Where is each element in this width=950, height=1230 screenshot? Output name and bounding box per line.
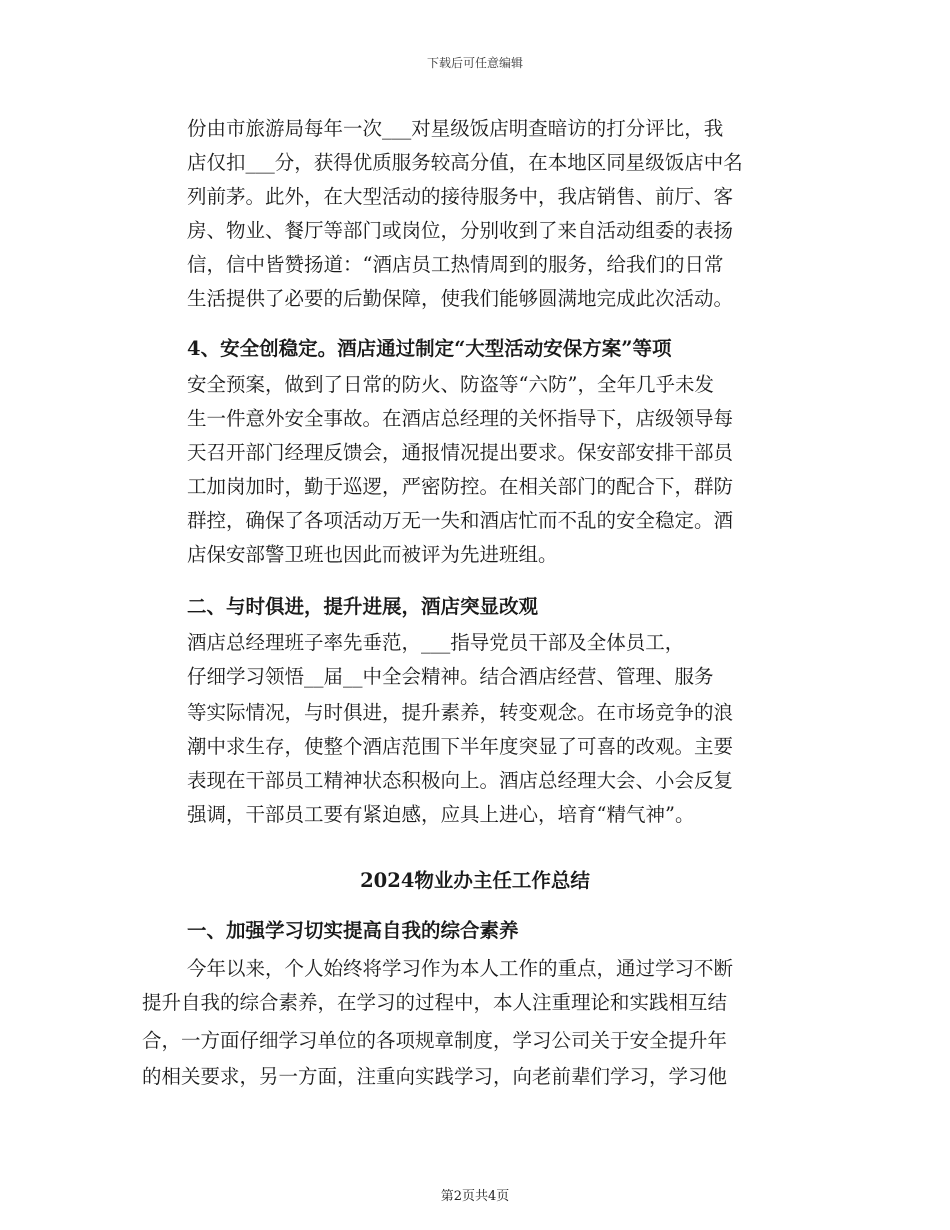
body-line: 等实际情况，与时俱进，提升素养，转变观念。在市场竞争的浪 [187, 701, 734, 724]
section-heading: 一、加强学习切实提高自我的综合素养 [187, 919, 519, 942]
body-line: 潮中求生存，使整个酒店范围下半年度突显了可喜的改观。主要 [187, 735, 734, 758]
section-heading: 4、安全创稳定。酒店通过制定“大型活动安保方案”等项 [187, 337, 672, 360]
body-line: 工加岗加时，勤于巡逻，严密防控。在相关部门的配合下，群防 [187, 475, 734, 498]
body-line: 生一件意外安全事故。在酒店总经理的关怀指导下，店级领导每 [187, 407, 734, 430]
body-line: 强调，干部员工要有紧迫感，应具上进心，培育“精气神”。 [187, 803, 695, 826]
body-line: 表现在干部员工精神状态积极向上。酒店总经理大会、小会反复 [187, 769, 734, 792]
body-line: 群控，确保了各项活动万无一失和酒店忙而不乱的安全稳定。酒 [187, 509, 734, 532]
body-line: 合，一方面仔细学习单位的各项规章制度，学习公司关于安全提升年 [142, 1029, 728, 1052]
body-line: 列前茅。此外，在大型活动的接待服务中，我店销售、前厅、客 [187, 185, 734, 208]
section-heading: 二、与时俱进，提升进展，酒店突显改观 [187, 595, 539, 618]
body-line: 房、物业、餐厅等部门或岗位，分别收到了来自活动组委的表扬 [187, 219, 734, 242]
body-line: 信，信中皆赞扬道：“酒店员工热情周到的服务，给我们的日常 [187, 253, 724, 276]
page-footer: 第2页共4页 [440, 1189, 510, 1204]
body-line: 今年以来，个人始终将学习作为本人工作的重点，通过学习不断 [187, 957, 734, 980]
page-header: 下载后可任意编辑 [426, 56, 523, 70]
body-line: 安全预案，做到了日常的防火、防盗等“六防”，全年几乎未发 [187, 373, 714, 396]
body-line: 份由市旅游局每年一次___对星级饭店明查暗访的打分评比，我 [187, 117, 724, 140]
body-line: 天召开部门经理反馈会，通报情况提出要求。保安部安排干部员 [187, 441, 734, 464]
body-line: 酒店总经理班子率先垂范，___指导党员干部及全体员工， [187, 631, 685, 654]
document-title: 2024物业办主任工作总结 [360, 869, 590, 892]
body-line: 仔细学习领悟__届__中全会精神。结合酒店经营、管理、服务 [187, 665, 714, 688]
body-line: 店保安部警卫班也因此而被评为先进班组。 [187, 543, 558, 566]
body-line: 生活提供了必要的后勤保障，使我们能够圆满地完成此次活动。 [187, 287, 734, 310]
body-line: 店仅扣___分，获得优质服务较高分值，在本地区同星级饭店中名 [187, 151, 743, 174]
body-line: 提升自我的综合素养，在学习的过程中，本人注重理论和实践相互结 [142, 991, 728, 1014]
body-line: 的相关要求，另一方面，注重向实践学习，向老前辈们学习，学习他 [142, 1065, 728, 1088]
